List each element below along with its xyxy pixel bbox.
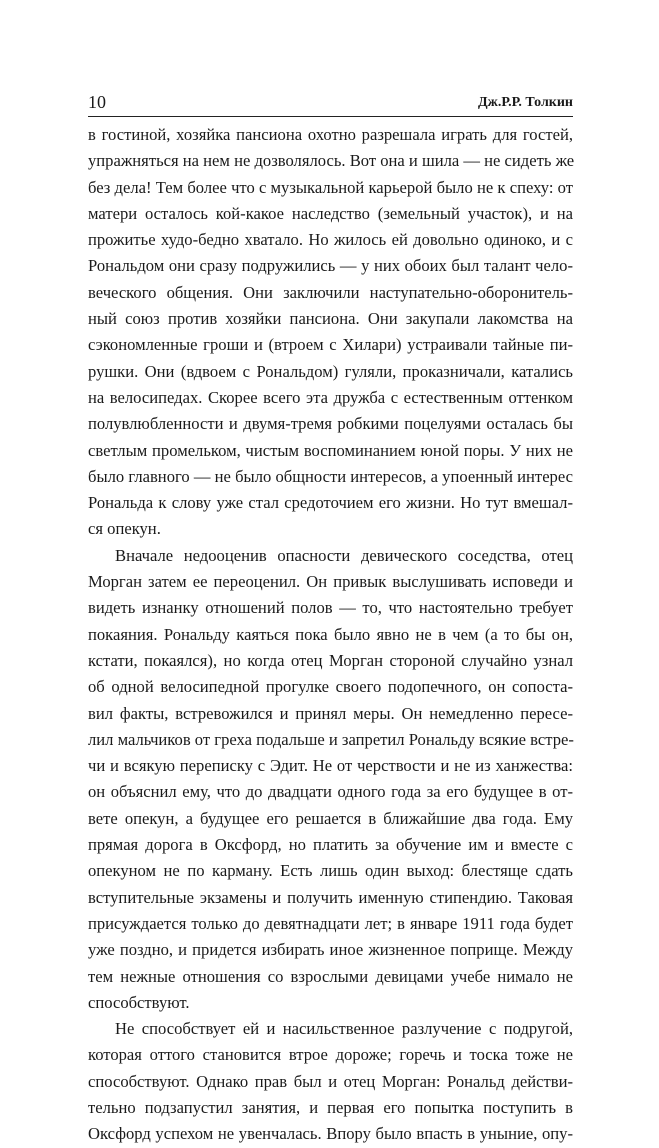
text-line: прожитье худо-бедно хватало. Но жилось ей довольно одиноко, и с xyxy=(88,230,573,250)
text-line: было главного — не было общности интересов, а упоенный интерес xyxy=(88,466,573,486)
text-line: светлым промельком, чистым воспоминанием юной поры. У них не xyxy=(88,440,573,460)
text-line: способствуют. Однако прав был и отец Морган: Рональд действи- xyxy=(88,1071,573,1091)
body-text xyxy=(88,122,573,1148)
text-line: веческого общения. Они заключили наступательно-оборонитель- xyxy=(88,282,573,302)
text-line: ся опекун. xyxy=(88,519,161,539)
running-head: Дж.Р.Р. Толкин xyxy=(478,95,573,110)
book-page xyxy=(88,0,575,1144)
text-line: вете опекун, а будущее его решается в ближайшие два года. Ему xyxy=(88,808,573,828)
page-number: 10 xyxy=(88,92,106,112)
text-line: видеть изнанку отношений полов — то, что настоятельно требует xyxy=(88,598,573,618)
page-header xyxy=(88,92,573,117)
text-line: Оксфорд успехом не увенчалась. Впору было впасть в уныние, опу- xyxy=(88,1124,573,1144)
text-line: которая оттого становится втрое дороже; горечь и тоска тоже не xyxy=(88,1045,573,1065)
paragraph-3 xyxy=(88,1016,573,1147)
paragraph-1 xyxy=(88,122,573,543)
text-line: рушки. Они (вдвоем с Рональдом) гуляли, проказничали, катались xyxy=(88,361,573,381)
text-line: кстати, покаялся), но когда отец Морган стороной случайно узнал xyxy=(88,650,573,670)
text-line: Рональда к слову уже стал средоточием его жизни. Но тут вмешал- xyxy=(88,493,573,513)
text-line: ный союз против хозяйки пансиона. Они закупали лакомства на xyxy=(88,309,573,329)
text-line: об одной велосипедной прогулке своего подопечного, он сопоста- xyxy=(88,677,573,697)
text-line: Не способствует ей и насильственное разлучение с подругой, xyxy=(115,1019,573,1039)
text-line: сэкономленные гроши и (втроем с Хилари) устраивали тайные пи- xyxy=(88,335,573,355)
text-line: чи и всякую переписку с Эдит. Не от черствости и не из ханжества: xyxy=(88,756,573,776)
text-line: опекуном не по карману. Есть лишь один выход: блестяще сдать xyxy=(88,861,573,881)
text-line: Вначале недооценив опасности девического соседства, отец xyxy=(115,545,573,565)
text-line: лил мальчиков от греха подальше и запретил Рональду всякие встре- xyxy=(88,729,574,749)
text-line: матери осталось кой-какое наследство (земельный участок), и на xyxy=(88,203,573,223)
text-line: вил факты, встревожился и принял меры. Он немедленно пересе- xyxy=(88,703,573,723)
text-line: вступительные экзамены и получить именную стипендию. Таковая xyxy=(88,887,573,907)
text-line: способствуют. xyxy=(88,992,190,1012)
text-line: присуждается только до девятнадцати лет; в январе 1911 года будет xyxy=(88,913,573,933)
text-line: на велосипедах. Скорее всего эта дружба с естественным оттенком xyxy=(88,387,573,407)
text-line: тельно подзапустил занятия, и первая его попытка поступить в xyxy=(88,1097,573,1117)
text-line: покаяния. Рональду каяться пока было явно не в чем (а то бы он, xyxy=(88,624,573,644)
text-line: он объяснил ему, что до двадцати одного года за его будущее в от- xyxy=(88,782,573,802)
text-line: прямая дорога в Оксфорд, но платить за обучение им и вместе с xyxy=(88,835,573,855)
text-line: без дела! Тем более что с музыкальной карьерой было не к спеху: от xyxy=(88,177,573,197)
text-line: уже поздно, и придется избирать иное жизненное поприще. Между xyxy=(88,940,573,960)
text-line: Рональдом они сразу подружились — у них обоих был талант чело- xyxy=(88,256,573,276)
text-line: в гостиной, хозяйка пансиона охотно разрешала играть для гостей, xyxy=(88,125,573,144)
text-line: Морган затем ее переоценил. Он привык выслушивать исповеди и xyxy=(88,572,573,592)
text-line: тем нежные отношения со взрослыми девицами учебе нимало не xyxy=(88,966,573,986)
paragraph-2 xyxy=(88,543,573,1016)
text-line: полувлюбленности и двумя-тремя робкими поцелуями осталась бы xyxy=(88,414,573,434)
text-line: упражняться на нем не дозволялось. Вот она и шила — не сидеть же xyxy=(88,151,575,171)
